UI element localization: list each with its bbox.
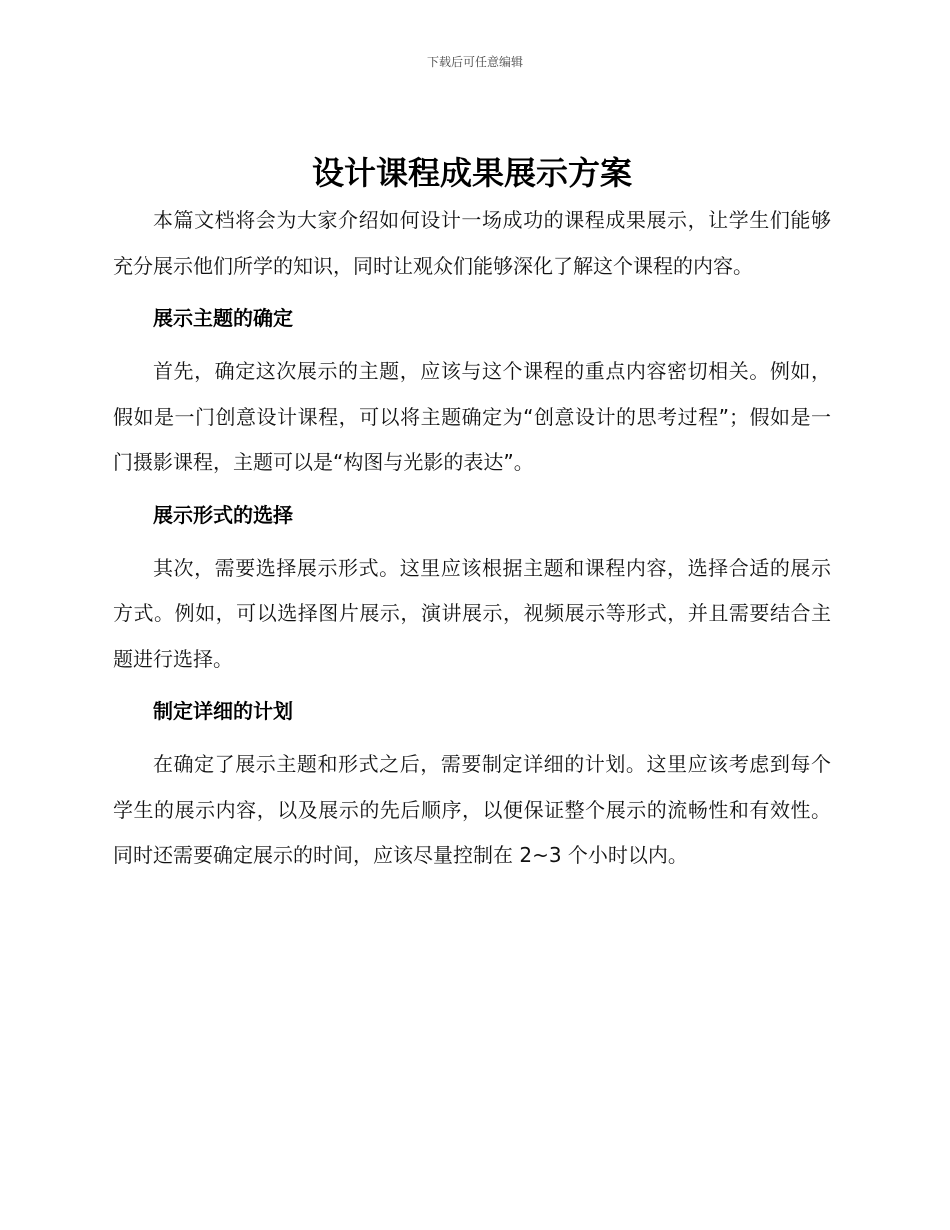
section-heading-plan: 制定详细的计划 (153, 699, 293, 723)
section-heading-theme: 展示主题的确定 (153, 306, 293, 330)
document-title: 设计课程成果展示方案 (311, 154, 632, 192)
header-note: 下载后可任意编辑 (426, 55, 523, 69)
intro-paragraph: 本篇文档将会为大家介绍如何设计一场成功的课程成果展示，让学生们能够充分展示他们所学的知识，同时让观众们能够深化了解这个课程的内容。 (113, 208, 831, 278)
section-heading-format: 展示形式的选择 (153, 502, 293, 527)
section-body-plan: 在确定了展示主题和形式之后，需要制定详细的计划。这里应该考虑到每个学生的展示内容，以及展示的先后顺序，以便保证整个展示的流畅性和有效性。同时还需要确定展示的时间，应该尽量控制在 2~3 个小时以内。 (113, 752, 831, 867)
document-content (113, 150, 831, 879)
section-body-format: 其次，需要选择展示形式。这里应该根据主题和课程内容，选择合适的展示方式。例如，可以选择图片展示，演讲展示，视频展示等形式，并且需要结合主题进行选择。 (113, 555, 831, 671)
section-body-theme: 首先，确定这次展示的主题，应该与这个课程的重点内容密切相关。例如，假如是一门创意设计课程，可以将主题确定为“创意设计的思考过程”；假如是一门摄影课程，主题可以是“构图与光影的表达”。 (113, 359, 831, 474)
